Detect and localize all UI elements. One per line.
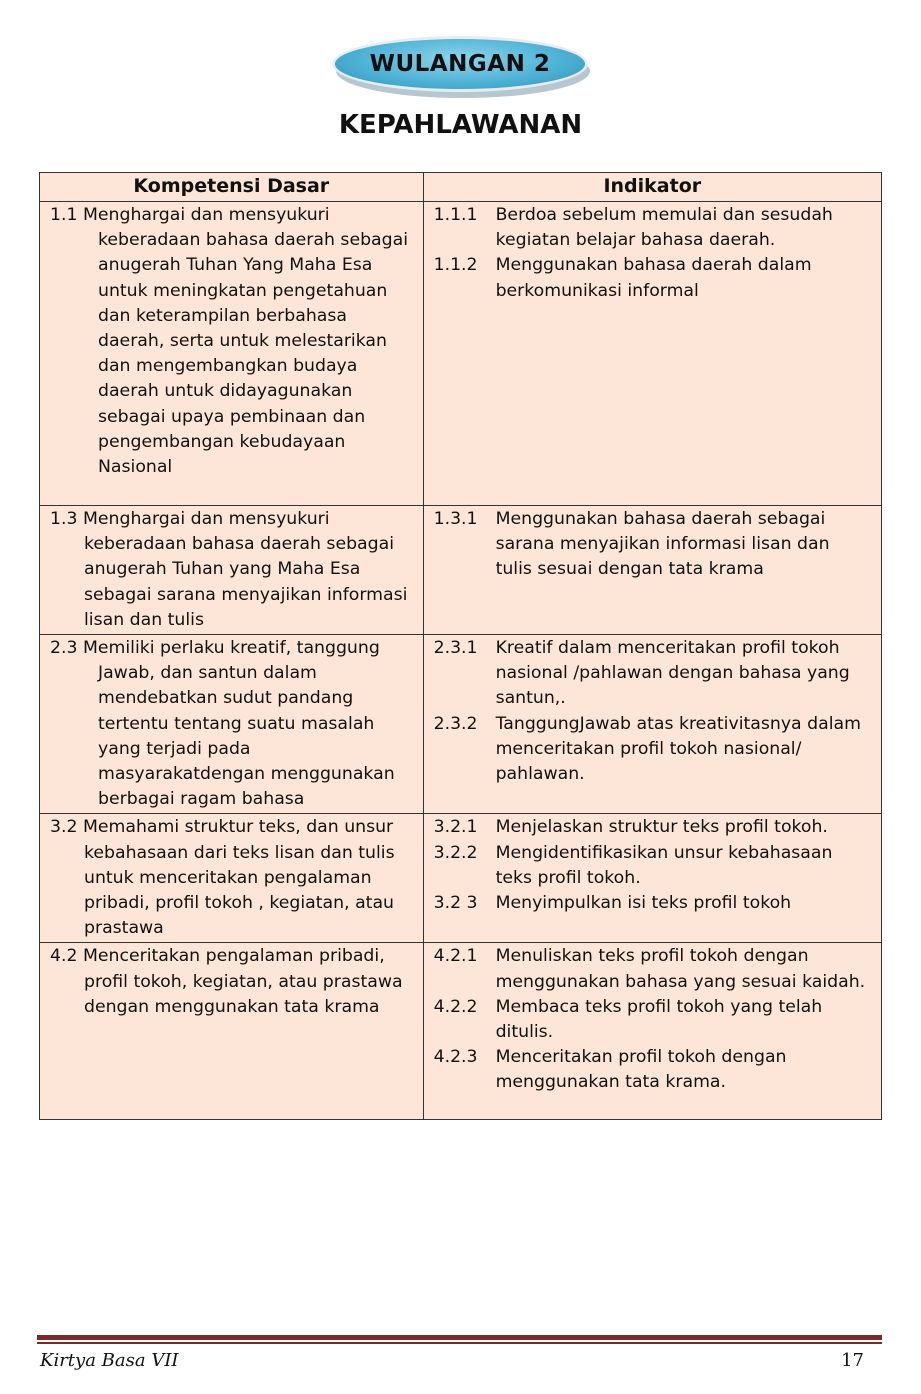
indicator-number: 1.1.2 [433, 255, 478, 276]
indicator-number: 4.2.3 [433, 1047, 478, 1068]
page-title: KEPAHLAWANAN [338, 110, 583, 140]
footer-divider-thin [37, 1342, 882, 1344]
table-row [40, 506, 882, 635]
table-row [40, 943, 882, 1120]
kd-cell [40, 814, 424, 943]
indicator-cell [423, 506, 881, 635]
indicator-cell [423, 943, 881, 1120]
kd-text: 1.3 Menghargai dan mensyukuri keberadaan bahasa daerah sebagai anugerah Tuhan yang Maha Esa sebagai sarana menyajikan informasi lisan dan tulis [50, 509, 408, 630]
indicator-number: 1.3.1 [433, 509, 478, 529]
badge-label: WULANGAN 2 [369, 51, 551, 77]
kd-text: 3.2 Memahami struktur teks, dan unsur kebahasaan dari teks lisan dan tulis untuk menceritakan pengalaman pribadi, profil tokoh , kegiatan, atau prastawa [50, 817, 395, 939]
indicator-text: Menjelaskan struktur teks profil tokoh. [495, 817, 828, 838]
table-header-row [40, 173, 882, 202]
indicator-text: Menggunakan bahasa daerah dalam berkomunikasi informal [495, 255, 812, 301]
indicator-item [434, 995, 871, 1045]
indicator-text: Berdoa sebelum memulai dan sesudah kegiatan belajar bahasa daerah. [495, 205, 833, 251]
indicator-number: 4.2.1 [433, 946, 478, 967]
indicator-text: Menuliskan teks profil tokoh dengan menggunakan bahasa yang sesuai kaidah. [495, 946, 866, 992]
indicator-number: 3.2 3 [433, 893, 478, 914]
indicator-item [434, 1045, 871, 1095]
lesson-badge [332, 36, 592, 100]
kd-cell [40, 202, 424, 506]
indicator-number: 4.2.2 [433, 996, 478, 1017]
kd-cell [40, 635, 424, 814]
indicator-item [434, 944, 871, 994]
footer-book-title: Kirtya Basa VII [40, 1350, 179, 1371]
indicator-number: 2.3.1 [433, 638, 478, 659]
indicator-item [434, 636, 871, 712]
table-row [40, 814, 882, 943]
indicator-number: 2.3.2 [433, 713, 478, 734]
indicator-cell [423, 635, 881, 814]
indicator-item [434, 507, 871, 583]
table-row [40, 635, 882, 814]
indicator-number: 3.2.2 [433, 842, 478, 863]
page-number: 17 [841, 1350, 864, 1371]
table-row [40, 202, 882, 506]
indicator-item [434, 815, 871, 840]
indicator-text: TanggungJawab atas kreativitasnya dalam menceritakan profil tokoh nasional/ pahlawan. [495, 713, 861, 785]
indicator-cell [423, 202, 881, 506]
badge-oval [332, 36, 588, 92]
indicator-text: Menyimpulkan isi teks profil tokoh [495, 893, 792, 914]
kd-text: 4.2 Menceritakan pengalaman pribadi, profil tokoh, kegiatan, atau prastawa dengan menggunakan tata krama [50, 946, 403, 1017]
indicator-number: 1.1.1 [433, 205, 478, 225]
indicator-text: Kreatif dalam menceritakan profil tokoh nasional /pahlawan dengan bahasa yang santun,. [495, 638, 850, 709]
indicator-item [434, 841, 871, 891]
indicator-text: Menceritakan profil tokoh dengan menggunakan tata krama. [495, 1047, 787, 1093]
indicator-item [434, 253, 871, 303]
indicator-text: Menggunakan bahasa daerah sebagai sarana menyajikan informasi lisan dan tulis sesuai dengan tata krama [495, 509, 830, 580]
header-indikator: Indikator [423, 173, 881, 202]
indicator-item [434, 712, 871, 788]
competency-table [39, 172, 882, 1120]
kd-cell [40, 506, 424, 635]
kd-text: 1.1 Menghargai dan mensyukuri keberadaan bahasa daerah sebagai anugerah Tuhan Yang Maha Esa untuk meningkatan pengetahuan dan keterampilan berbahasa daerah, serta untuk melestarikan dan mengembangkan budaya daerah untuk didayagunakan sebagai upaya pembinaan dan pengembangan kebudayaan Nasional [50, 205, 408, 478]
indicator-cell [423, 814, 881, 943]
indicator-text: Membaca teks profil tokoh yang telah ditulis. [495, 996, 823, 1043]
indicator-item [434, 891, 871, 916]
indicator-item [434, 203, 871, 253]
footer-divider-thick [37, 1335, 882, 1340]
indicator-text: Mengidentifikasikan unsur kebahasaan teks profil tokoh. [495, 842, 833, 888]
kd-cell [40, 943, 424, 1120]
indicator-number: 3.2.1 [433, 817, 478, 838]
header-kompetensi-dasar: Kompetensi Dasar [40, 173, 424, 202]
kd-text: 2.3 Memiliki perlaku kreatif, tanggung Jawab, dan santun dalam mendebatkan sudut pandang tertentu tentang suatu masalah yang terjadi pada masyarakatdengan menggunakan berbagai ragam bahasa [50, 638, 395, 810]
